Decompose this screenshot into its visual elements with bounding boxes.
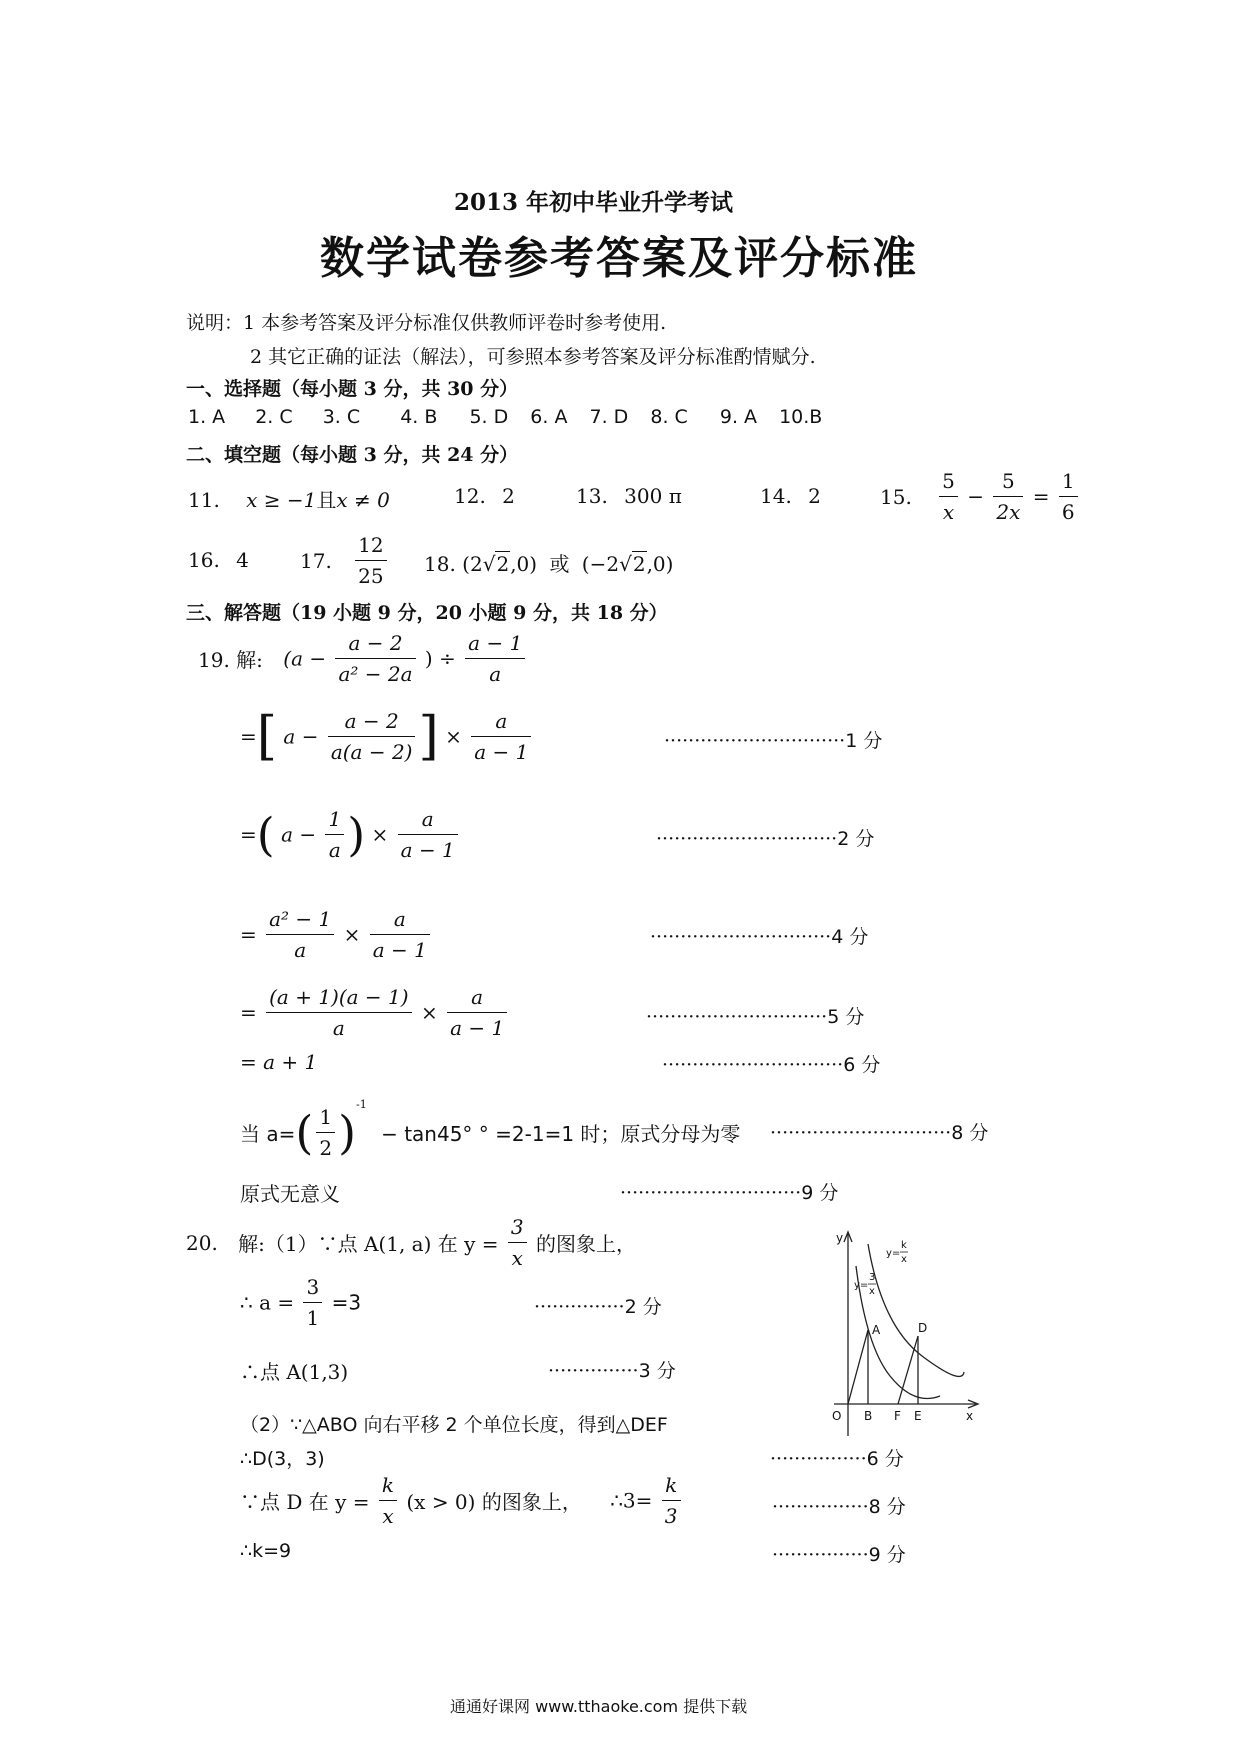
- answer-2: 2. C: [255, 406, 293, 428]
- footer-text: 通通好课网 www.tthaoke.com 提供下载: [450, 1697, 748, 1716]
- q19-l1-frac2: $\frac{a}{a - 1}$: [471, 706, 531, 767]
- q19-l0-frac1: $\frac{a - 2}{\text{a² − 2a}}$: [335, 628, 415, 689]
- curve-k-label-pre: y=: [886, 1248, 901, 1259]
- q19-l2-score: ······························2 分: [656, 828, 875, 850]
- q20-line5: ∵点 D 在 y = $\frac{k}{x}$ (x > 0) 的图象上， ∴3= $\frac{k}{3}$: [240, 1470, 684, 1531]
- q18-number: 18.: [424, 552, 456, 576]
- q19-line2: =( a − $\frac{1}{a}$ ) × $\frac{a}{a - 1}$: [240, 804, 461, 865]
- q19-line5: = a + 1: [240, 1050, 318, 1074]
- q19-label: 19. 解:: [198, 648, 263, 672]
- q20-l6-score: ················9 分: [772, 1544, 906, 1566]
- q11-expr-a: x ≥ −1: [246, 488, 317, 512]
- q19-line4: = $\frac{(a + 1)(a - 1)}{a}$ × $\frac{a}{a - 1}$: [240, 982, 510, 1043]
- q20-l5-frac2: $\frac{k}{3}$: [662, 1470, 681, 1531]
- q15-minus: −: [967, 484, 985, 509]
- q19-l7-score: ······························9 分: [620, 1182, 839, 1204]
- q19-l0-frac2: $\frac{a - 1}{a}$: [465, 628, 525, 689]
- q19-l1-score: ······························1 分: [664, 730, 883, 752]
- q20-l0-frac: $\frac{3}{x}$: [508, 1212, 527, 1273]
- q19-l5-score: ······························6 分: [662, 1054, 881, 1076]
- q14: [760, 484, 821, 508]
- q11-number: 11.: [188, 488, 220, 512]
- x-axis-label: x: [966, 1409, 974, 1423]
- curve-k-label-num: k: [901, 1240, 907, 1251]
- q19-l6-score: ······························8 分: [770, 1122, 989, 1144]
- y-axis-label: y: [836, 1231, 844, 1245]
- q19-l6-frac: $\frac{1}{2}$: [316, 1102, 335, 1163]
- curve-3-label-pre: y=: [854, 1280, 869, 1291]
- q17-number: 17.: [300, 548, 332, 573]
- notes-label: 说明：: [186, 312, 244, 334]
- section1-heading: 一、选择题（每小题 3 分，共 30 分）: [186, 378, 519, 400]
- q19-l2-frac1: $\frac{1}{a}$: [325, 804, 344, 865]
- answer-1: 1. A: [188, 406, 226, 428]
- point-D-label: D: [918, 1321, 928, 1335]
- q20-line0: 20. 解:（1）∵点 A(1, a) 在 y = $\frac{3}{x}$ 的图象上，: [186, 1212, 636, 1273]
- q15-frac2: $\frac{5}{2x}$: [993, 466, 1023, 527]
- section2-heading: 二、填空题（每小题 3 分，共 24 分）: [186, 444, 519, 466]
- segment-OA: [848, 1330, 868, 1404]
- answer-4: 4. B: [400, 406, 438, 428]
- q17: [300, 530, 390, 591]
- q19-l4-frac2: $\frac{a}{a - 1}$: [447, 982, 507, 1043]
- q19-line6: 当 a=( $\frac{1}{2}$ )$^{-1}$ − tan45° ° =2-1=1 时；原式分母为零: [240, 1098, 740, 1163]
- q20-line2: ∴点 A(1,3): [240, 1360, 349, 1384]
- q19-l1-frac1: $\frac{a - 2}{a(a - 2)}$: [328, 706, 416, 767]
- q13-number: 13.: [576, 484, 608, 508]
- q15-equals: =: [1032, 484, 1050, 509]
- answer-8: 8. C: [650, 406, 688, 428]
- curve-k-label-den: x: [901, 1254, 907, 1265]
- q19-line1: =[ a − $\frac{a - 2}{a(a - 2)}$ ] × $\frac{a}{a - 1}$: [240, 706, 534, 767]
- q19-open: (a −: [283, 646, 327, 671]
- answer-9: 9. A: [719, 406, 758, 428]
- q19-l4-score: ······························5 分: [646, 1006, 865, 1028]
- point-E-label: E: [914, 1409, 922, 1423]
- q13-answer: 300 π: [624, 484, 682, 508]
- q11: [188, 484, 390, 513]
- q20-line6: ∴k=9: [240, 1540, 292, 1562]
- q20-l2-score: ···············3 分: [548, 1360, 676, 1382]
- q20-l1-score: ···············2 分: [534, 1296, 662, 1318]
- q19-l0-close: ) ÷: [424, 646, 456, 671]
- q15-frac3: $\frac{1}{6}$: [1059, 466, 1078, 527]
- note-1: 1 本参考答案及评分标准仅供教师评卷时参考使用.: [243, 312, 667, 334]
- point-B-label: B: [864, 1409, 873, 1423]
- q20-l5-frac1: $\frac{k}{x}$: [379, 1470, 397, 1531]
- q20-line4: ∴D(3，3): [240, 1448, 325, 1470]
- q15-frac1: $\frac{5}{x}$: [939, 466, 958, 527]
- answer-5: 5. D: [469, 406, 509, 428]
- q16-number: 16.: [188, 548, 220, 572]
- q11-expr-b: x ≠ 0: [336, 488, 390, 512]
- curve-3-label-num: 3: [869, 1272, 876, 1283]
- answer-3: 3. C: [322, 406, 361, 428]
- q20-l5-score: ················8 分: [772, 1496, 906, 1518]
- q18-point2: (−2√2,0): [581, 552, 674, 576]
- origin-label: O: [832, 1409, 842, 1423]
- answer-6: 6. A: [530, 406, 568, 428]
- q19-line0: [198, 628, 528, 689]
- curve-3-label-den: x: [869, 1286, 875, 1297]
- note-2: 2 其它正确的证法（解法），可参照本参考答案及评分标准酌情赋分.: [250, 346, 816, 368]
- q20-line1: ∴ a = $\frac{3}{1}$ =3: [240, 1272, 361, 1333]
- q16: [188, 548, 249, 572]
- q15: [880, 466, 1081, 527]
- q19-l3-frac2: $\frac{a}{a - 1}$: [370, 904, 430, 965]
- q19-line3: = $\frac{\text{a² − 1}}{a}$ × $\frac{a}{a - 1}$: [240, 904, 433, 965]
- q19-l4-frac1: $\frac{(a + 1)(a - 1)}{a}$: [266, 982, 411, 1043]
- function-graph: [826, 1226, 996, 1444]
- section3-heading: 三、解答题（19 小题 9 分，20 小题 9 分，共 18 分）: [186, 602, 668, 624]
- segment-FD: [898, 1336, 918, 1404]
- choice-answers: [188, 406, 822, 428]
- exam-subtitle: 2013 年初中毕业升学考试: [454, 189, 734, 216]
- q14-number: 14.: [760, 484, 792, 508]
- q14-answer: 2: [808, 484, 821, 508]
- q13: [576, 484, 682, 508]
- q19-l3-frac1: $\frac{\text{a² − 1}}{a}$: [266, 904, 334, 965]
- q15-number: 15.: [880, 484, 912, 509]
- document-title: 数学试卷参考答案及评分标准: [320, 233, 918, 284]
- q12-number: 12.: [454, 484, 486, 508]
- notes-line1: [186, 308, 666, 335]
- point-F-label: F: [894, 1409, 901, 1423]
- q18-or: 或: [549, 552, 570, 576]
- answer-10: 10.B: [779, 406, 823, 428]
- answer-7: 7. D: [589, 406, 629, 428]
- curve-k-over-x: [868, 1244, 964, 1376]
- q11-and: 且: [316, 488, 337, 512]
- q20-line3: （2）∵△ABO 向右平移 2 个单位长度，得到△DEF: [240, 1414, 668, 1436]
- q20-l1-frac: $\frac{3}{1}$: [303, 1272, 322, 1333]
- q17-frac: $\frac{12}{25}$: [355, 530, 386, 591]
- q16-answer: 4: [236, 548, 249, 572]
- q19-l3-score: ······························4 分: [650, 926, 869, 948]
- q12-answer: 2: [502, 484, 515, 508]
- q12: [454, 484, 515, 508]
- point-A-label: A: [872, 1323, 881, 1337]
- q20-l4-score: ················6 分: [770, 1448, 904, 1470]
- q18: [424, 548, 673, 577]
- q19-l2-frac2: $\frac{a}{a - 1}$: [398, 804, 458, 865]
- q19-line7: 原式无意义: [240, 1182, 340, 1206]
- q18-point1: (2√2,0): [462, 552, 538, 576]
